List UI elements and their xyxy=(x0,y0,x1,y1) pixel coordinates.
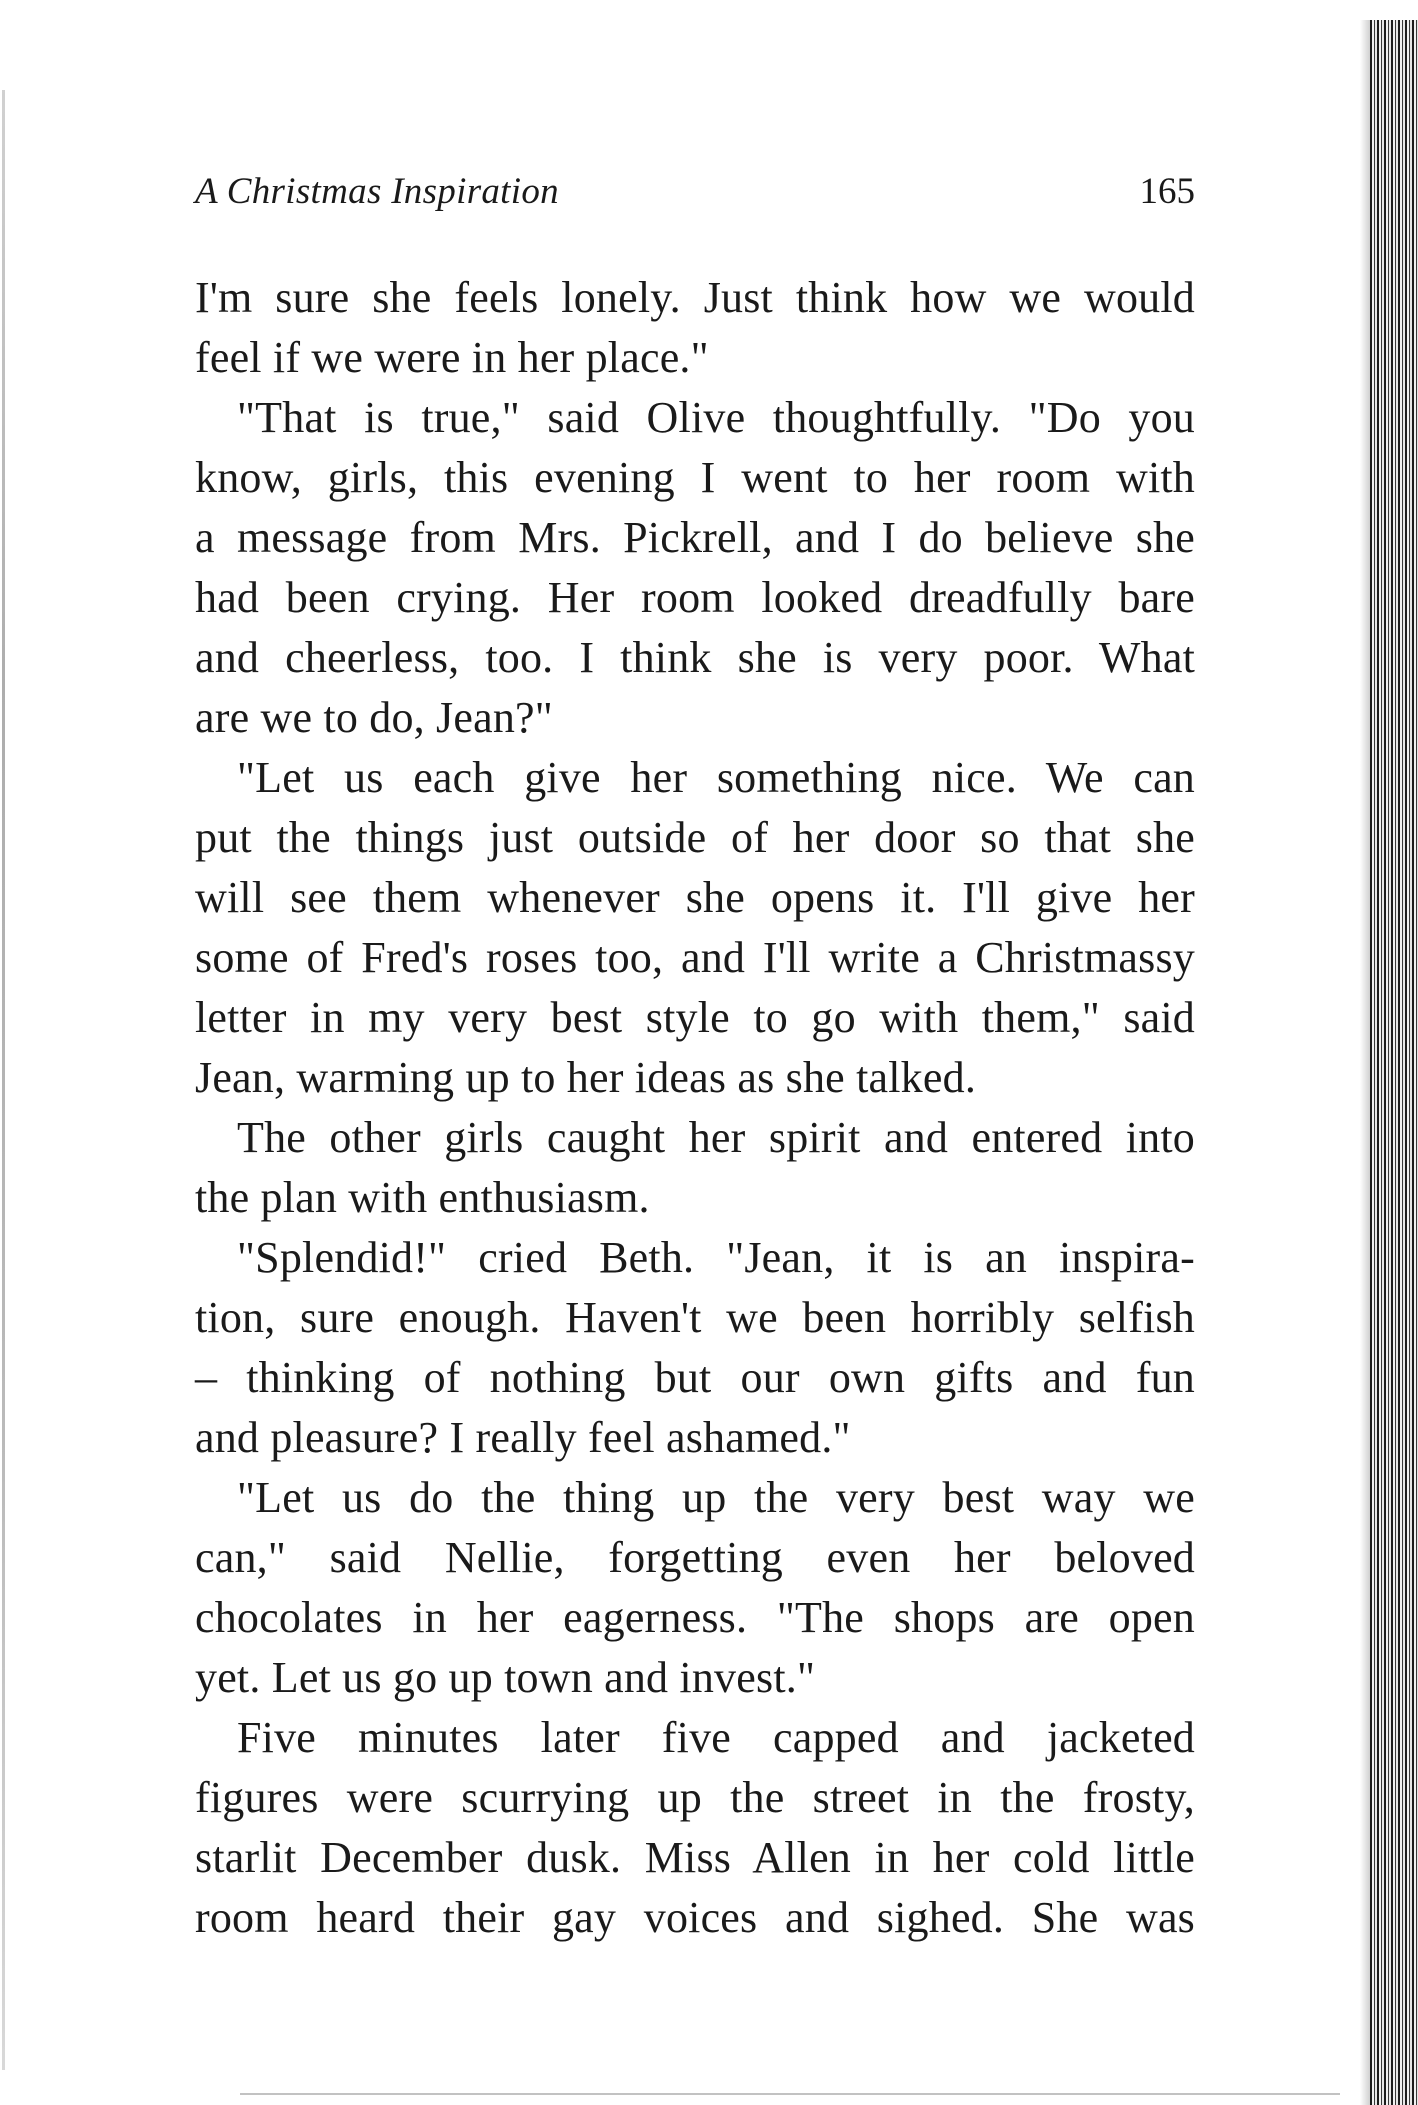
text-line: put the things just outside of her door so that she xyxy=(195,813,1195,862)
text-line: The other girls caught her spirit and entered into xyxy=(237,1113,1195,1162)
text-line: some of Fred's roses too, and I'll write a Christmassy xyxy=(195,933,1195,982)
text-line: had been crying. Her room looked dreadfully bare xyxy=(195,573,1195,622)
text-line: can," said Nellie, forgetting even her beloved xyxy=(195,1533,1195,1582)
running-title: A Christmas Inspiration xyxy=(195,171,559,212)
text-line: I'm sure she feels lonely. Just think how we would xyxy=(195,273,1195,322)
text-line: will see them whenever she opens it. I'll give her xyxy=(195,873,1195,922)
page-left-edge xyxy=(2,90,5,2070)
text-line: a message from Mrs. Pickrell, and I do believe she xyxy=(195,513,1195,562)
page-number: 165 xyxy=(1139,171,1195,212)
text-line: starlit December dusk. Miss Allen in her cold little xyxy=(195,1833,1195,1882)
text-line: figures were scurrying up the street in the frosty, xyxy=(195,1773,1195,1822)
text-line: "That is true," said Olive thoughtfully. "Do you xyxy=(237,393,1195,442)
text-line: the plan with enthusiasm. xyxy=(195,1173,650,1222)
text-line: room heard their gay voices and sighed. She was xyxy=(195,1893,1195,1942)
text-line: chocolates in her eagerness. "The shops are open xyxy=(195,1593,1195,1642)
text-line: "Let us do the thing up the very best way we xyxy=(237,1473,1195,1522)
text-line: feel if we were in her place." xyxy=(195,333,709,382)
text-line: "Let us each give her something nice. We can xyxy=(237,753,1195,802)
body-text xyxy=(195,268,1195,1948)
text-line: know, girls, this evening I went to her room with xyxy=(195,453,1195,502)
text-line: Five minutes later five capped and jacketed xyxy=(237,1713,1195,1762)
text-line: and cheerless, too. I think she is very poor. What xyxy=(195,633,1195,682)
text-line: – thinking of nothing but our own gifts and fun xyxy=(195,1353,1195,1402)
text-line: letter in my very best style to go with them," said xyxy=(195,993,1195,1042)
text-line: yet. Let us go up town and invest." xyxy=(195,1653,816,1702)
text-line: are we to do, Jean?" xyxy=(195,693,553,742)
page-bottom-edge xyxy=(240,2093,1340,2095)
running-header xyxy=(195,170,1195,230)
book-binding-edge xyxy=(1370,20,1418,2105)
text-line: and pleasure? I really feel ashamed." xyxy=(195,1413,851,1462)
text-line: tion, sure enough. Haven't we been horribly selfish xyxy=(195,1293,1195,1342)
text-line: Jean, warming up to her ideas as she talked. xyxy=(195,1053,977,1102)
text-line: "Splendid!" cried Beth. "Jean, it is an inspira- xyxy=(237,1233,1195,1282)
